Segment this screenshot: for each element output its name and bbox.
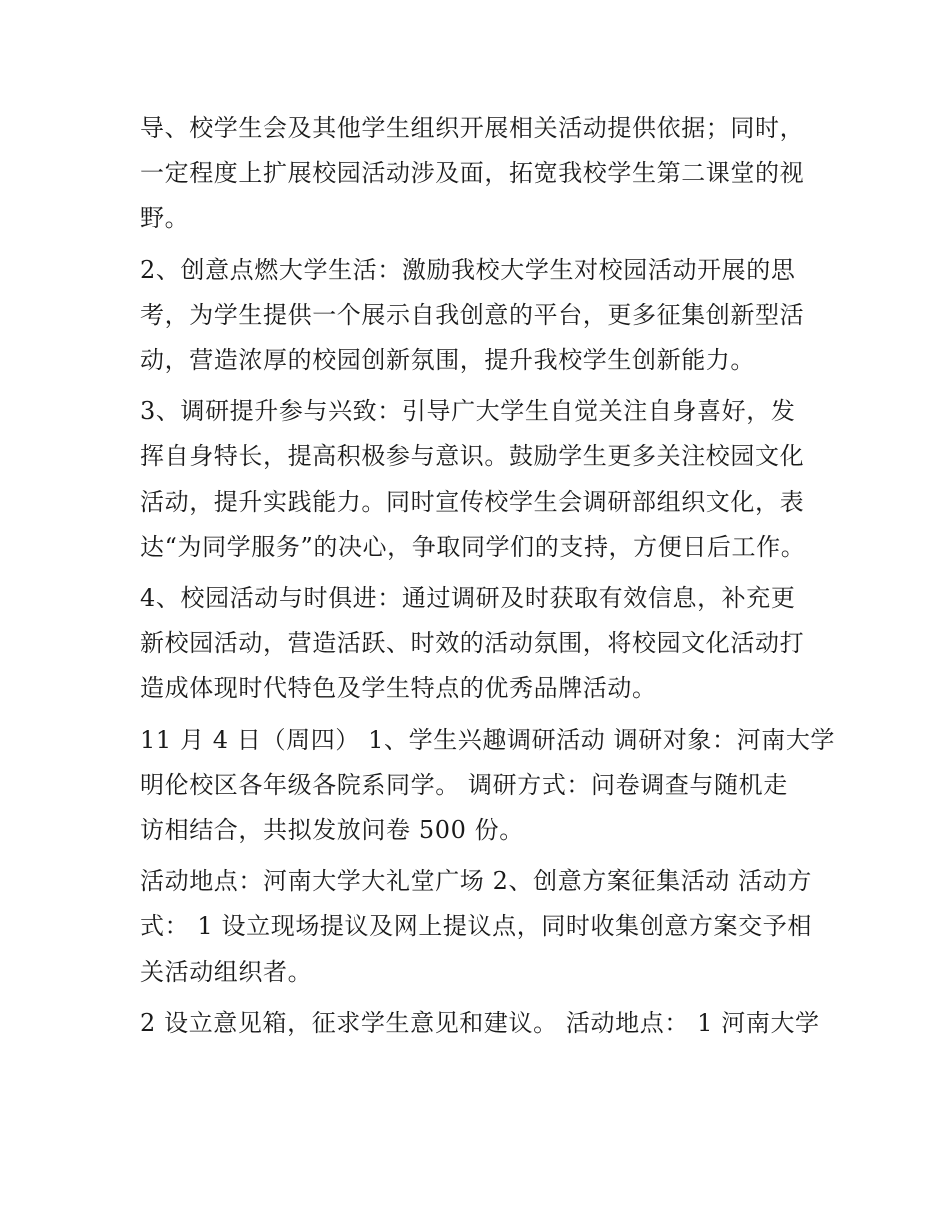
text-line: 2、创意点燃大学生活：激励我校大学生对校园活动开展的思 bbox=[140, 255, 796, 284]
text-line: 式： 1 设立现场提议及网上提议点，同时收集创意方案交予相 bbox=[140, 912, 812, 941]
text-line: 活动地点：河南大学大礼堂广场 2、创意方案征集活动 活动方 bbox=[140, 867, 812, 896]
document-body bbox=[140, 106, 836, 1052]
text-line: 2 设立意见箱，征求学生意见和建议。 活动地点： 1 河南大学 bbox=[140, 1008, 820, 1037]
paragraph bbox=[140, 248, 820, 384]
text-line: 新校园活动，营造活跃、时效的活动氛围，将校园文化活动打 bbox=[140, 629, 805, 658]
text-line: 4、校园活动与时俱进：通过调研及时获取有效信息，补充更 bbox=[140, 584, 796, 613]
paragraph bbox=[140, 718, 836, 854]
text-line: 明伦校区各年级各院系同学。 调研方式：问卷调查与随机走 bbox=[140, 770, 788, 799]
text-line: 考，为学生提供一个展示自我创意的平台，更多征集创新型活 bbox=[140, 300, 805, 329]
text-line: 活动，提升实践能力。同时宣传校学生会调研部组织文化，表 bbox=[140, 487, 805, 516]
text-line: 挥自身特长，提高积极参与意识。鼓励学生更多关注校园文化 bbox=[140, 442, 805, 471]
paragraph bbox=[140, 859, 820, 995]
text-line: 野。 bbox=[140, 204, 190, 233]
text-line: 3、调研提升参与兴致：引导广大学生自觉关注自身喜好，发 bbox=[140, 397, 796, 426]
paragraph bbox=[140, 389, 820, 570]
text-line: 11 月 4 日（周四） 1、学生兴趣调研活动 调研对象：河南大学 bbox=[140, 725, 836, 754]
text-line: 关活动组织者。 bbox=[140, 957, 313, 986]
paragraph bbox=[140, 106, 820, 242]
paragraph bbox=[140, 576, 820, 712]
text-line: 达“为同学服务”的决心，争取同学们的支持，方便日后工作。 bbox=[140, 532, 806, 561]
text-line: 导、校学生会及其他学生组织开展相关活动提供依据；同时， bbox=[140, 114, 805, 142]
paragraph bbox=[140, 1001, 820, 1046]
text-line: 造成体现时代特色及学生特点的优秀品牌活动。 bbox=[140, 674, 657, 703]
text-line: 动，营造浓厚的校园创新氛围，提升我校学生创新能力。 bbox=[140, 346, 755, 375]
text-line: 一定程度上扩展校园活动涉及面，拓宽我校学生第二课堂的视 bbox=[140, 159, 805, 188]
text-line: 访相结合，共拟发放问卷 500 份。 bbox=[140, 816, 524, 845]
